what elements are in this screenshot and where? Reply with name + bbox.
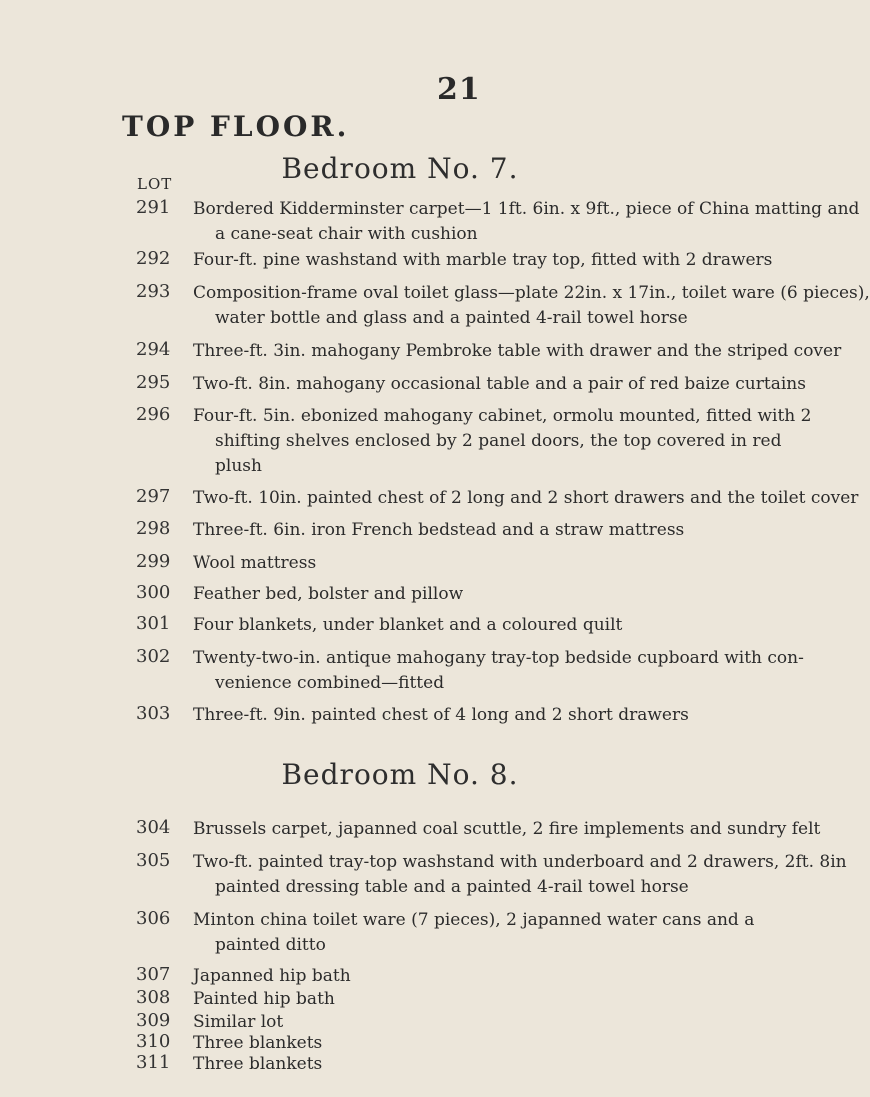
lot-description: [193, 248, 793, 273]
lot-description-line: venience combined—fitted: [215, 673, 445, 693]
lot-description-line: Four-ft. 5in. ebonized mahogany cabinet, ormolu mounted, fitted with 2: [193, 406, 812, 426]
lot-description-line: Two-ft. 8in. mahogany occasional table and a pair of red baize curtains: [193, 374, 806, 394]
lot-number: 309: [136, 1010, 171, 1031]
lot-number: 294: [136, 339, 171, 360]
lot-number: 299: [136, 551, 171, 572]
lot-number: 311: [136, 1052, 171, 1073]
lot-description: [193, 964, 793, 989]
section-header: TOP FLOOR.: [122, 110, 350, 143]
lot-description: [193, 817, 821, 842]
lot-description: [193, 281, 870, 331]
lot-description-line: Three-ft. 3in. mahogany Pembroke table with drawer and the striped cover: [193, 341, 842, 361]
lot-description-line: Similar lot: [193, 1012, 284, 1032]
lot-description: [193, 646, 804, 696]
lot-description-line: plush: [215, 456, 262, 476]
lot-description-line: Twenty-two-in. antique mahogany tray-top bedside cupboard with con-: [193, 648, 804, 668]
lot-number: 305: [136, 850, 171, 871]
page-number: 21: [437, 72, 481, 107]
lot-number: 298: [136, 518, 171, 539]
lot-description-line: Four blankets, under blanket and a coloured quilt: [193, 615, 623, 635]
lot-description: [193, 613, 793, 638]
lot-number: 310: [136, 1031, 171, 1052]
lot-description: [193, 372, 806, 397]
lot-description-line: Composition-frame oval toilet glass—plate 22in. x 17in., toilet ware (6 pieces),: [193, 283, 870, 303]
lot-description-line: Two-ft. 10in. painted chest of 2 long and 2 short drawers and the toilet cover: [193, 488, 859, 508]
lot-description: [193, 908, 793, 958]
lot-description-line: painted ditto: [215, 935, 326, 955]
lot-description-line: Bordered Kidderminster carpet—1 1ft. 6in. x 9ft., piece of China matting and: [193, 199, 860, 219]
lot-description-line: Three-ft. 9in. painted chest of 4 long and 2 short drawers: [193, 705, 689, 725]
lot-description-line: Three-ft. 6in. iron French bedstead and a straw mattress: [193, 520, 685, 540]
lot-description: [193, 339, 842, 364]
lot-description: [193, 987, 793, 1012]
lot-description-line: painted dressing table and a painted 4-rail towel horse: [215, 877, 689, 897]
lot-description: [193, 551, 793, 576]
lot-number: 297: [136, 486, 171, 507]
lot-description-line: Brussels carpet, japanned coal scuttle, 2 fire implements and sundry felt: [193, 819, 821, 839]
lot-column-header: LOT: [137, 175, 173, 193]
lot-description-line: Japanned hip bath: [193, 966, 351, 986]
lot-description: [193, 404, 812, 479]
lot-number: 293: [136, 281, 171, 302]
lot-description-line: Feather bed, bolster and pillow: [193, 584, 464, 604]
lot-description-line: a cane-seat chair with cushion: [215, 224, 478, 244]
lot-description-line: Painted hip bath: [193, 989, 335, 1009]
lot-number: 307: [136, 964, 171, 985]
lot-description-line: Minton china toilet ware (7 pieces), 2 japanned water cans and a: [193, 910, 755, 930]
lot-description: [193, 518, 793, 543]
lot-description: [193, 703, 793, 728]
lot-description: [193, 197, 860, 247]
lot-number: 302: [136, 646, 171, 667]
lot-description-line: Two-ft. painted tray-top washstand with underboard and 2 drawers, 2ft. 8in: [193, 852, 847, 872]
lot-description: [193, 850, 847, 900]
lot-number: 303: [136, 703, 171, 724]
lot-description-line: Wool mattress: [193, 553, 317, 573]
lot-number: 306: [136, 908, 171, 929]
lot-description-line: water bottle and glass and a painted 4-rail towel horse: [215, 308, 688, 328]
lot-number: 308: [136, 987, 171, 1008]
lot-description-line: Four-ft. pine washstand with marble tray top, fitted with 2 drawers: [193, 250, 773, 270]
room-title-bedroom-7: Bedroom No. 7.: [281, 152, 519, 185]
lot-description-line: Three blankets: [193, 1033, 323, 1053]
lot-description: [193, 1072, 793, 1097]
lot-description-line: shifting shelves enclosed by 2 panel doors, the top covered in red: [215, 431, 782, 451]
lot-number: 291: [136, 197, 171, 218]
lot-description-line: Three blankets: [193, 1054, 323, 1074]
room-title-bedroom-8: Bedroom No. 8.: [281, 758, 519, 791]
lot-number: 295: [136, 372, 171, 393]
lot-number: 304: [136, 817, 171, 838]
lot-number: 301: [136, 613, 171, 634]
lot-number: 300: [136, 582, 171, 603]
lot-number: 292: [136, 248, 171, 269]
lot-description: [193, 486, 859, 511]
lot-number: 296: [136, 404, 171, 425]
lot-description: [193, 582, 793, 607]
